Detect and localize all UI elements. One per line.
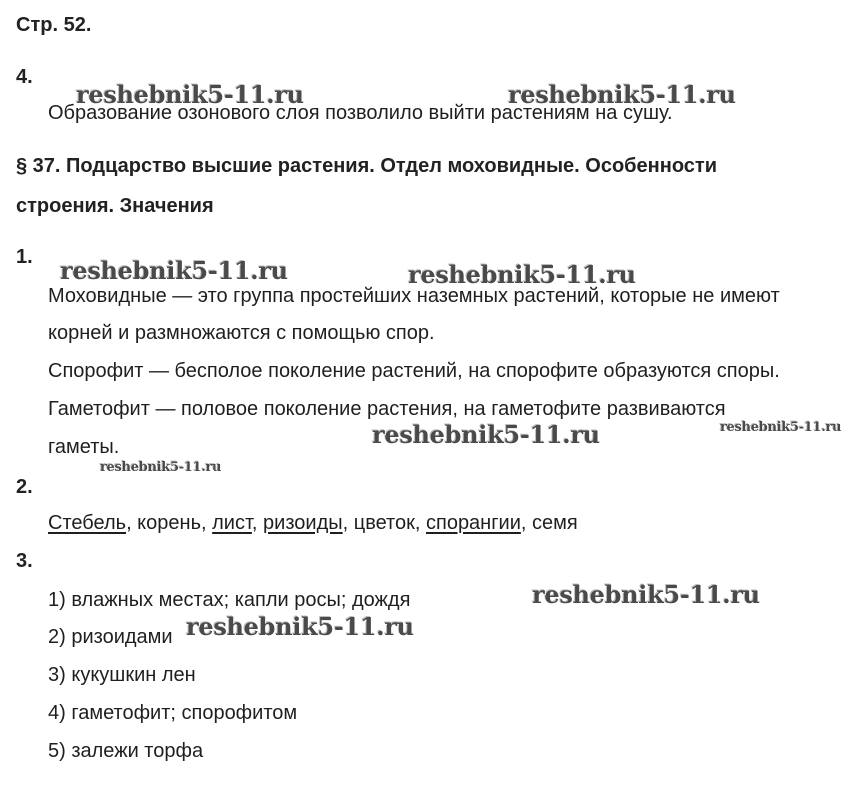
question-1-line: Спорофит — бесполое поколение растений, на спорофите образуются споры. [48,360,780,382]
question-3-answer: 3) кукушкин лен [48,664,196,686]
watermark: reshebnik5-11.ru [720,420,842,435]
watermark: reshebnik5-11.ru [186,612,414,641]
watermark: reshebnik5-11.ru [100,460,222,475]
question-1-number: 1. [16,246,33,268]
watermark: reshebnik5-11.ru [508,80,736,109]
answer-separator: , [251,512,264,534]
question-1-line: гаметы. [48,436,120,458]
question-1-line: корней и размножаются с помощью спор. [48,322,435,344]
answer-item-underlined: лист [212,512,252,534]
answer-item-underlined: спорангии [425,512,521,534]
question-1-line: Моховидные — это группа простейших наземных растений, которые не имеют [48,285,780,307]
page-number: Стр. 52. [16,14,92,36]
question-3-answer: 2) ризоидами [48,626,173,648]
answer-separator: , семя [520,512,578,534]
task-4-text: Образование озонового слоя позволило выйти растениям на сушу. [48,102,673,124]
answer-separator: , цветок, [342,512,426,534]
watermark: reshebnik5-11.ru [60,256,288,285]
section-title-line-1: § 37. Подцарство высшие растения. Отдел моховидные. Особенности [16,155,717,177]
question-3-answer: 5) залежи торфа [48,740,204,762]
watermark: reshebnik5-11.ru [532,580,760,609]
question-2-answer [48,512,578,535]
section-title-line-2: строения. Значения [16,195,214,217]
watermark: reshebnik5-11.ru [76,80,304,109]
question-2-number: 2. [16,476,33,498]
answer-item-underlined: ризоиды [263,512,343,534]
question-1-line: Гаметофит — половое поколение растения, на гаметофите развиваются [48,398,726,420]
task-4-number: 4. [16,66,33,88]
watermark: reshebnik5-11.ru [408,260,636,289]
answer-separator: , корень, [126,512,213,534]
question-3-number: 3. [16,550,33,572]
question-3-answer: 1) влажных местах; капли росы; дождя [48,589,411,611]
watermark: reshebnik5-11.ru [372,420,600,449]
answer-item-underlined: Стебель [48,512,127,534]
question-3-answer: 4) гаметофит; спорофитом [48,702,298,724]
